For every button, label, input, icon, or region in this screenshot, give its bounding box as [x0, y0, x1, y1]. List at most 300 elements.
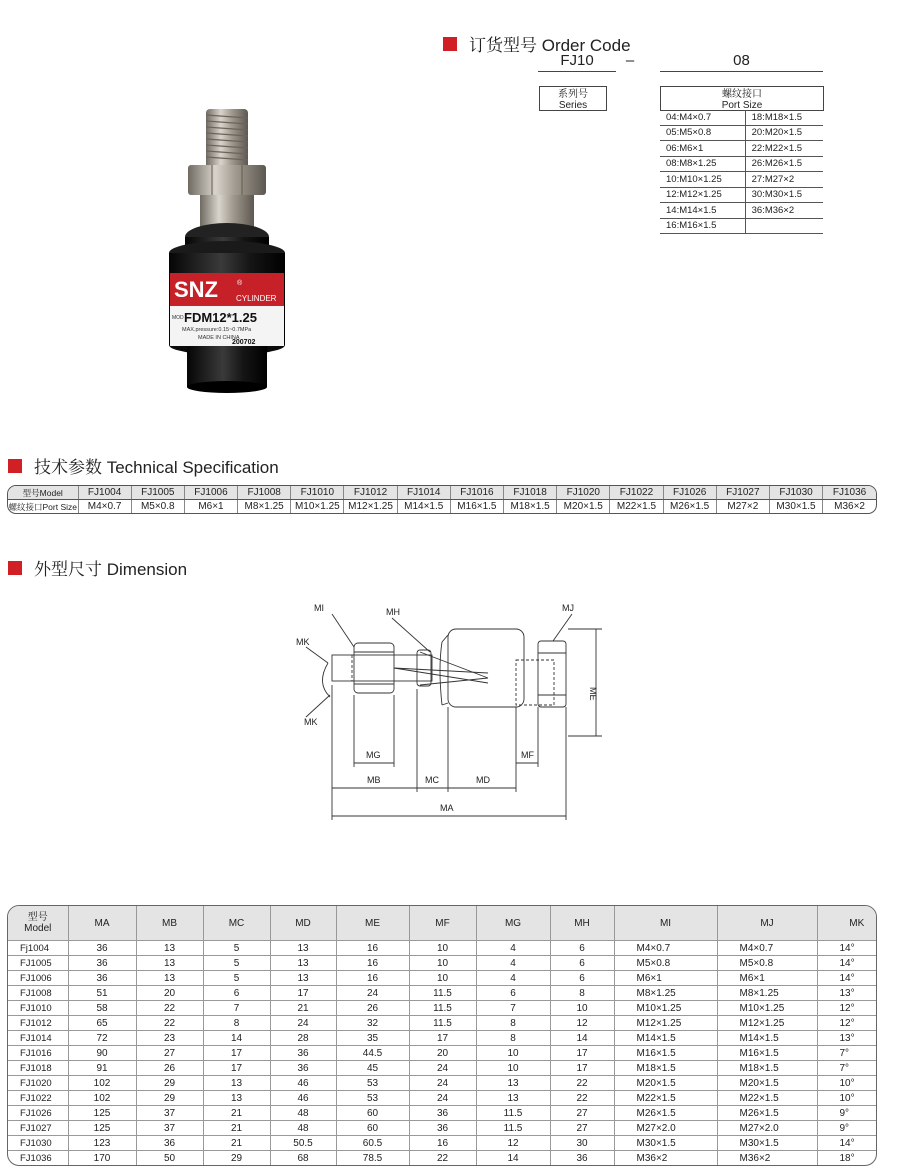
- table-cell: FJ1022: [8, 1091, 68, 1106]
- tech-spec-title: 技术参数 Technical Specification: [34, 458, 279, 477]
- table-cell: 26: [336, 1001, 409, 1016]
- table-cell: M30×1.5: [717, 1136, 817, 1151]
- table-cell: M36×2: [614, 1151, 717, 1166]
- table-cell: 21: [203, 1106, 270, 1121]
- table-cell: M6×1: [614, 971, 717, 986]
- port-size-cell: 26:M26×1.5: [745, 156, 823, 172]
- table-cell: 10: [476, 1061, 550, 1076]
- dim-header-mg: MG: [476, 906, 550, 941]
- table-cell: 17: [203, 1046, 270, 1061]
- port-size-row: [660, 125, 823, 141]
- order-code-title: 订货型号 Order Code: [469, 36, 631, 55]
- port-size-cell: 05:M5×0.8: [660, 125, 745, 141]
- table-row: [8, 1136, 877, 1151]
- label-me: ME: [588, 687, 598, 701]
- table-cell: 10°: [817, 1091, 877, 1106]
- port-size-cell: 14:M14×1.5: [660, 203, 745, 219]
- table-row: [8, 1001, 877, 1016]
- label-mf: MF: [521, 750, 534, 760]
- dimension-heading: [8, 555, 187, 580]
- table-cell: 11.5: [476, 1121, 550, 1136]
- table-row: [8, 1106, 877, 1121]
- label-mc: MC: [425, 775, 439, 785]
- cylinder-text: CYLINDER: [236, 294, 277, 303]
- label-ma: MA: [440, 803, 454, 813]
- table-cell: M22×1.5: [717, 1091, 817, 1106]
- table-cell: 48: [270, 1106, 336, 1121]
- table-cell: M5×0.8: [614, 956, 717, 971]
- table-cell: 6: [203, 986, 270, 1001]
- table-cell: 58: [68, 1001, 136, 1016]
- table-cell: 21: [203, 1136, 270, 1151]
- dim-header-mh: MH: [550, 906, 614, 941]
- table-cell: 14: [476, 1151, 550, 1166]
- table-cell: 13: [476, 1076, 550, 1091]
- table-cell: 26: [136, 1061, 203, 1076]
- section-marker-icon: [443, 37, 457, 51]
- table-cell: 51: [68, 986, 136, 1001]
- table-cell: 6: [550, 956, 614, 971]
- table-cell: 65: [68, 1016, 136, 1031]
- dim-header-mb: MB: [136, 906, 203, 941]
- table-cell: M4×0.7: [717, 941, 817, 956]
- spec-port-cell: M5×0.8: [131, 500, 184, 514]
- port-size-row: [660, 203, 823, 219]
- table-cell: 7: [476, 1001, 550, 1016]
- spec-model-cell: FJ1030: [769, 486, 822, 500]
- table-cell: 8: [476, 1031, 550, 1046]
- dim-header-mc: MC: [203, 906, 270, 941]
- table-cell: 45: [336, 1061, 409, 1076]
- table-cell: 78.5: [336, 1151, 409, 1166]
- table-row: [8, 1091, 877, 1106]
- table-cell: 22: [136, 1016, 203, 1031]
- table-cell: 44.5: [336, 1046, 409, 1061]
- table-row: [8, 1121, 877, 1136]
- table-cell: 14: [550, 1031, 614, 1046]
- table-cell: 36: [550, 1151, 614, 1166]
- spec-model-label: 型号Model: [8, 486, 78, 500]
- port-size-row: [660, 156, 823, 172]
- table-cell: 90: [68, 1046, 136, 1061]
- table-cell: 17: [550, 1061, 614, 1076]
- table-cell: 10: [409, 956, 476, 971]
- table-cell: M8×1.25: [717, 986, 817, 1001]
- table-cell: 123: [68, 1136, 136, 1151]
- table-cell: 12°: [817, 1016, 877, 1031]
- table-cell: 8: [203, 1016, 270, 1031]
- code-dash: –: [625, 52, 635, 69]
- table-cell: M16×1.5: [717, 1046, 817, 1061]
- table-cell: M16×1.5: [614, 1046, 717, 1061]
- table-row: [8, 941, 877, 956]
- series-value: FJ10: [560, 52, 594, 69]
- table-cell: 36: [409, 1106, 476, 1121]
- table-cell: FJ1036: [8, 1151, 68, 1166]
- table-cell: M4×0.7: [614, 941, 717, 956]
- table-cell: M14×1.5: [614, 1031, 717, 1046]
- table-cell: 37: [136, 1106, 203, 1121]
- dim-header-md: MD: [270, 906, 336, 941]
- port-size-cell: 22:M22×1.5: [745, 141, 823, 157]
- model-text: FDM12*1.25: [184, 310, 257, 325]
- table-cell: 24: [409, 1091, 476, 1106]
- table-cell: 7°: [817, 1046, 877, 1061]
- spec-model-cell: FJ1006: [184, 486, 237, 500]
- table-cell: 13: [203, 1091, 270, 1106]
- table-cell: M20×1.5: [614, 1076, 717, 1091]
- port-size-cell: 27:M27×2: [745, 172, 823, 188]
- table-cell: 28: [270, 1031, 336, 1046]
- table-cell: 13: [136, 956, 203, 971]
- pressure-text: MAX.pressure:0.15~0.7MPa: [182, 327, 252, 333]
- table-cell: 46: [270, 1076, 336, 1091]
- table-cell: 36: [270, 1061, 336, 1076]
- table-cell: FJ1005: [8, 956, 68, 971]
- spec-port-cell: M14×1.5: [397, 500, 450, 514]
- label-md: MD: [476, 775, 490, 785]
- table-cell: 17: [550, 1046, 614, 1061]
- label-mh: MH: [386, 607, 400, 617]
- table-cell: M10×1.25: [614, 1001, 717, 1016]
- table-cell: 14°: [817, 1136, 877, 1151]
- spec-port-cell: M22×1.5: [610, 500, 663, 514]
- hex-nut: [188, 165, 266, 195]
- table-cell: Fj1004: [8, 941, 68, 956]
- table-cell: 22: [550, 1091, 614, 1106]
- spec-port-label: 螺纹接口Port Size: [8, 501, 77, 512]
- table-cell: M18×1.5: [614, 1061, 717, 1076]
- table-cell: FJ1012: [8, 1016, 68, 1031]
- table-cell: 17: [409, 1031, 476, 1046]
- table-cell: M14×1.5: [717, 1031, 817, 1046]
- port-size-cell: 08:M8×1.25: [660, 156, 745, 172]
- series-label-cn: 系列号: [558, 89, 588, 100]
- table-cell: 16: [336, 941, 409, 956]
- tech-spec-table: [7, 485, 877, 514]
- label-mj: MJ: [562, 603, 574, 613]
- table-cell: 10: [550, 1001, 614, 1016]
- table-cell: 11.5: [409, 986, 476, 1001]
- table-cell: 12: [476, 1136, 550, 1151]
- table-row: [8, 1061, 877, 1076]
- port-label-box: [660, 86, 824, 111]
- table-cell: 13: [136, 971, 203, 986]
- registered-mark: ®: [237, 280, 243, 287]
- series-underline: [538, 71, 616, 72]
- table-cell: 22: [550, 1076, 614, 1091]
- dim-header-model: [8, 906, 68, 941]
- table-cell: 27: [550, 1121, 614, 1136]
- table-cell: 16: [409, 1136, 476, 1151]
- table-row: [8, 1076, 877, 1091]
- port-size-cell: 10:M10×1.25: [660, 172, 745, 188]
- table-cell: 12°: [817, 1001, 877, 1016]
- table-cell: M6×1: [717, 971, 817, 986]
- table-cell: M8×1.25: [614, 986, 717, 1001]
- spec-port-cell: M8×1.25: [238, 500, 291, 514]
- port-size-row: [660, 172, 823, 188]
- spec-model-cell: FJ1026: [663, 486, 716, 500]
- table-cell: 53: [336, 1091, 409, 1106]
- table-cell: 20: [409, 1046, 476, 1061]
- port-size-row: [660, 141, 823, 157]
- spec-model-cell: FJ1012: [344, 486, 397, 500]
- table-cell: 48: [270, 1121, 336, 1136]
- table-cell: FJ1026: [8, 1106, 68, 1121]
- table-cell: 11.5: [409, 1016, 476, 1031]
- table-cell: 29: [136, 1076, 203, 1091]
- table-cell: M20×1.5: [717, 1076, 817, 1091]
- table-cell: 32: [336, 1016, 409, 1031]
- drawing-body: [448, 629, 524, 707]
- port-size-cell: 36:M36×2: [745, 203, 823, 219]
- spec-model-cell: FJ1027: [716, 486, 769, 500]
- spec-model-cell: FJ1020: [557, 486, 610, 500]
- table-cell: 11.5: [476, 1106, 550, 1121]
- port-label-en: Port Size: [721, 100, 763, 111]
- table-cell: 60.5: [336, 1136, 409, 1151]
- table-cell: 9°: [817, 1106, 877, 1121]
- table-cell: 13°: [817, 1031, 877, 1046]
- table-cell: 60: [336, 1106, 409, 1121]
- product-label: [170, 273, 284, 346]
- table-cell: 27: [550, 1106, 614, 1121]
- port-size-cell: [745, 218, 823, 234]
- table-cell: M12×1.25: [614, 1016, 717, 1031]
- section-marker-icon: [8, 561, 22, 575]
- table-cell: 20: [136, 986, 203, 1001]
- spec-model-cell: FJ1008: [238, 486, 291, 500]
- table-cell: 5: [203, 956, 270, 971]
- table-row: [8, 971, 877, 986]
- dim-header-model-en: Model: [24, 923, 52, 934]
- table-cell: 60: [336, 1121, 409, 1136]
- table-cell: M26×1.5: [614, 1106, 717, 1121]
- spec-model-cell: FJ1014: [397, 486, 450, 500]
- dim-header-me: ME: [336, 906, 409, 941]
- spec-port-cell: M6×1: [184, 500, 237, 514]
- table-cell: FJ1027: [8, 1121, 68, 1136]
- table-cell: M5×0.8: [717, 956, 817, 971]
- table-cell: FJ1020: [8, 1076, 68, 1091]
- table-cell: 13: [270, 971, 336, 986]
- dim-header-mf: MF: [409, 906, 476, 941]
- dim-header-mi: MI: [614, 906, 717, 941]
- port-size-cell: 04:M4×0.7: [660, 110, 745, 125]
- table-cell: 68: [270, 1151, 336, 1166]
- product-illustration: [160, 105, 295, 395]
- section-marker-icon: [8, 459, 22, 473]
- spec-model-cell: FJ1022: [610, 486, 663, 500]
- table-cell: 37: [136, 1121, 203, 1136]
- label-mk-bottom: MK: [304, 717, 318, 727]
- table-cell: M27×2.0: [717, 1121, 817, 1136]
- table-cell: 30: [550, 1136, 614, 1151]
- table-row: [8, 986, 877, 1001]
- spec-port-cell: M16×1.5: [450, 500, 503, 514]
- spec-model-cell: FJ1036: [823, 486, 876, 500]
- table-cell: 18°: [817, 1151, 877, 1166]
- spec-model-cell: FJ1004: [78, 486, 131, 500]
- table-row: [8, 1151, 877, 1166]
- table-row: [8, 1016, 877, 1031]
- spec-port-cell: M4×0.7: [78, 500, 131, 514]
- table-cell: 10: [409, 941, 476, 956]
- table-cell: 46: [270, 1091, 336, 1106]
- spec-port-cell: M36×2: [823, 500, 876, 514]
- spec-model-cell: FJ1016: [450, 486, 503, 500]
- table-cell: 23: [136, 1031, 203, 1046]
- table-cell: 4: [476, 956, 550, 971]
- table-cell: 36: [68, 941, 136, 956]
- table-cell: 13: [270, 956, 336, 971]
- table-cell: 13°: [817, 986, 877, 1001]
- table-cell: 9°: [817, 1121, 877, 1136]
- table-cell: 13: [136, 941, 203, 956]
- table-cell: 36: [409, 1121, 476, 1136]
- table-cell: 14: [203, 1031, 270, 1046]
- table-cell: 36: [136, 1136, 203, 1151]
- table-cell: 22: [409, 1151, 476, 1166]
- port-value: 08: [733, 52, 750, 69]
- table-cell: 13: [476, 1091, 550, 1106]
- dim-header-mj: MJ: [717, 906, 817, 941]
- table-cell: M10×1.25: [717, 1001, 817, 1016]
- table-cell: 29: [136, 1091, 203, 1106]
- table-cell: 125: [68, 1121, 136, 1136]
- table-cell: M27×2.0: [614, 1121, 717, 1136]
- table-cell: 13: [203, 1076, 270, 1091]
- label-mg: MG: [366, 750, 381, 760]
- table-cell: 24: [270, 1016, 336, 1031]
- table-cell: 14°: [817, 941, 877, 956]
- table-cell: 8: [476, 1016, 550, 1031]
- tech-spec-heading: [8, 453, 279, 478]
- table-cell: 4: [476, 971, 550, 986]
- table-cell: M22×1.5: [614, 1091, 717, 1106]
- port-size-cell: 18:M18×1.5: [745, 110, 823, 125]
- table-cell: M18×1.5: [717, 1061, 817, 1076]
- spec-port-cell: M27×2: [716, 500, 769, 514]
- table-cell: 21: [270, 1001, 336, 1016]
- dim-header-model-cn: 型号: [27, 912, 48, 923]
- table-cell: FJ1016: [8, 1046, 68, 1061]
- table-cell: 72: [68, 1031, 136, 1046]
- label-mb: MB: [367, 775, 381, 785]
- table-cell: 29: [203, 1151, 270, 1166]
- table-cell: 21: [203, 1121, 270, 1136]
- threaded-stud: [206, 109, 248, 169]
- table-cell: 14°: [817, 956, 877, 971]
- table-cell: 102: [68, 1076, 136, 1091]
- spec-port-cell: M12×1.25: [344, 500, 397, 514]
- table-cell: 17: [270, 986, 336, 1001]
- series-label-box: [539, 86, 607, 111]
- brand-text: SNZ: [174, 277, 218, 302]
- spec-port-cell: M26×1.5: [663, 500, 716, 514]
- table-cell: 17: [203, 1061, 270, 1076]
- table-cell: 10: [476, 1046, 550, 1061]
- port-label-cn: 螺纹接口: [722, 89, 762, 100]
- table-cell: FJ1006: [8, 971, 68, 986]
- series-label-en: Series: [558, 100, 588, 111]
- spec-model-cell: FJ1018: [504, 486, 557, 500]
- made-in-text: MADE IN CHINA: [198, 335, 240, 341]
- table-cell: 13: [270, 941, 336, 956]
- table-cell: 5: [203, 941, 270, 956]
- table-cell: 53: [336, 1076, 409, 1091]
- spec-port-cell: M30×1.5: [769, 500, 822, 514]
- drawing-nut: [354, 643, 394, 693]
- table-cell: 36: [270, 1046, 336, 1061]
- table-cell: 125: [68, 1106, 136, 1121]
- table-cell: FJ1030: [8, 1136, 68, 1151]
- table-cell: 16: [336, 971, 409, 986]
- table-row: [8, 1046, 877, 1061]
- table-cell: 24: [409, 1061, 476, 1076]
- table-cell: M26×1.5: [717, 1106, 817, 1121]
- table-cell: M12×1.25: [717, 1016, 817, 1031]
- spec-port-cell: M20×1.5: [557, 500, 610, 514]
- port-size-row: [660, 110, 823, 125]
- table-cell: 102: [68, 1091, 136, 1106]
- table-cell: 11.5: [409, 1001, 476, 1016]
- table-cell: FJ1018: [8, 1061, 68, 1076]
- dimension-table: [7, 905, 877, 1166]
- dimension-drawing: [290, 595, 620, 825]
- table-row: [8, 1031, 877, 1046]
- table-cell: 50.5: [270, 1136, 336, 1151]
- table-cell: 14°: [817, 971, 877, 986]
- table-cell: 8: [550, 986, 614, 1001]
- table-cell: 170: [68, 1151, 136, 1166]
- drawing-angle-arc: [322, 663, 330, 697]
- table-cell: FJ1014: [8, 1031, 68, 1046]
- table-cell: 24: [409, 1076, 476, 1091]
- table-cell: 16: [336, 956, 409, 971]
- table-row: [8, 956, 877, 971]
- table-cell: 6: [476, 986, 550, 1001]
- table-cell: 35: [336, 1031, 409, 1046]
- lot-text: 200702: [232, 339, 256, 346]
- port-size-cell: 16:M16×1.5: [660, 218, 745, 234]
- table-cell: 7: [203, 1001, 270, 1016]
- table-cell: 36: [68, 956, 136, 971]
- dim-header-mk: MK: [817, 906, 877, 941]
- table-cell: 22: [136, 1001, 203, 1016]
- label-mi: MI: [314, 603, 324, 613]
- spec-port-cell: M18×1.5: [504, 500, 557, 514]
- table-cell: 7°: [817, 1061, 877, 1076]
- port-size-cell: 06:M6×1: [660, 141, 745, 157]
- table-cell: 6: [550, 971, 614, 986]
- table-cell: FJ1010: [8, 1001, 68, 1016]
- table-cell: 91: [68, 1061, 136, 1076]
- model-prefix-text: MOD: [172, 315, 184, 321]
- table-cell: 6: [550, 941, 614, 956]
- table-cell: 5: [203, 971, 270, 986]
- dim-header-ma: MA: [68, 906, 136, 941]
- table-cell: 36: [68, 971, 136, 986]
- table-cell: 10°: [817, 1076, 877, 1091]
- table-cell: 4: [476, 941, 550, 956]
- table-cell: 12: [550, 1016, 614, 1031]
- port-size-cell: 20:M20×1.5: [745, 125, 823, 141]
- table-cell: 27: [136, 1046, 203, 1061]
- port-size-table: [660, 110, 823, 234]
- dimension-title: 外型尺寸 Dimension: [34, 560, 188, 579]
